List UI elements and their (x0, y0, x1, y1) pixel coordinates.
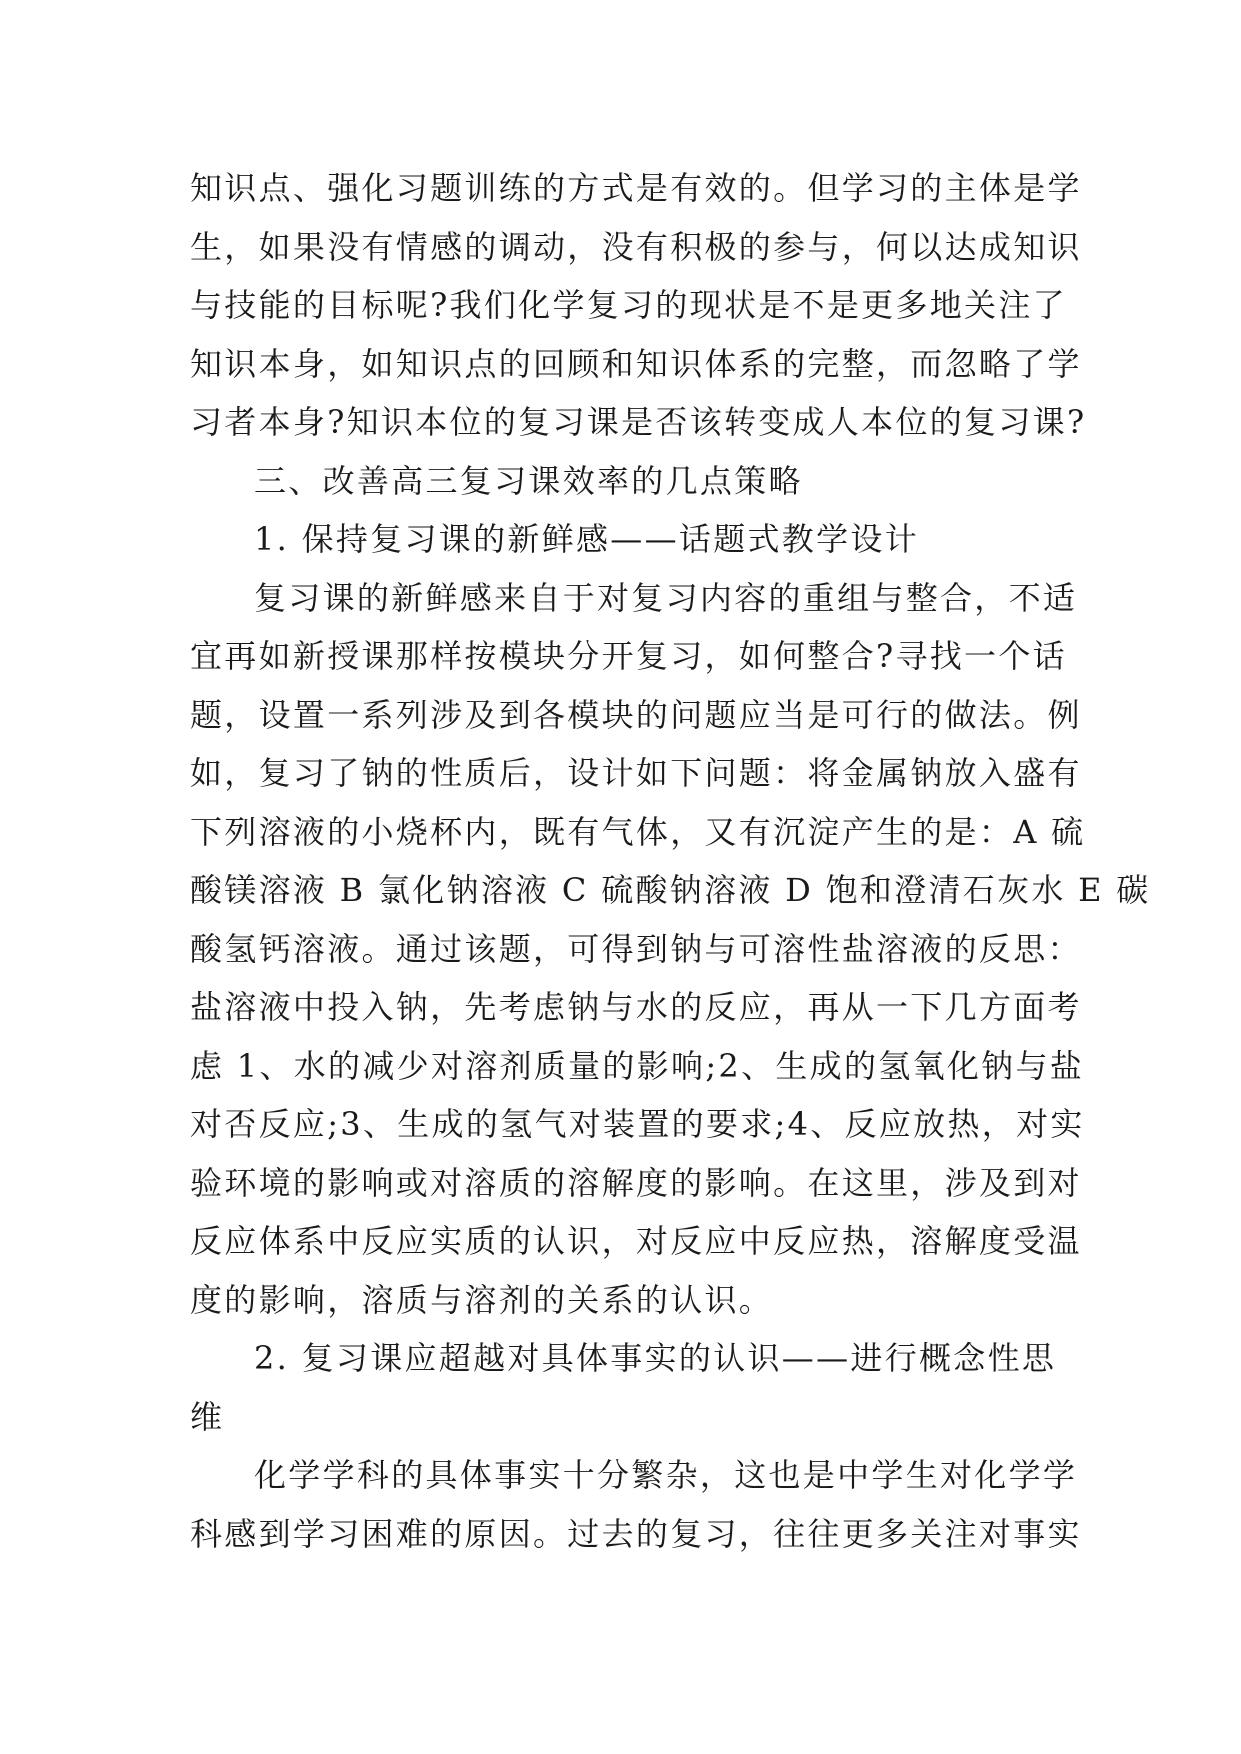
text-line: 科感到学习困难的原因。过去的复习，往往更多关注对事实 (190, 1514, 1082, 1553)
text-line: 题，设置一系列涉及到各模块的问题应当是可行的做法。例 (190, 695, 1082, 734)
body-text (190, 159, 1151, 1563)
text-line: 下列溶液的小烧杯内，既有气体，又有沉淀产生的是：A 硫 (190, 812, 1086, 851)
text-line: 反应体系中反应实质的认识，对反应中反应热，溶解度受温 (190, 1222, 1082, 1260)
text-line: 对否反应;3、生成的氢气对装置的要求;4、反应放热，对实 (190, 1105, 1085, 1143)
text-line: 维 (190, 1397, 225, 1436)
text-line: 复习课的新鲜感来自于对复习内容的重组与整合，不适 (254, 578, 1078, 617)
text-line: 如，复习了钠的性质后，设计如下问题：将金属钠放入盛有 (190, 754, 1082, 792)
text-line: 验环境的影响或对溶质的溶解度的影响。在这里，涉及到对 (190, 1163, 1082, 1202)
text-line: 习者本身?知识本位的复习课是否该转变成人本位的复习课? (190, 403, 1087, 441)
text-line: 知识本身，如知识点的回顾和知识体系的完整，而忽略了学 (190, 344, 1082, 383)
text-line: 酸氢钙溶液。通过该题，可得到钠与可溶性盐溶液的反思： (190, 929, 1082, 968)
text-line: 度的影响，溶质与溶剂的关系的认识。 (190, 1280, 774, 1319)
text-line: 盐溶液中投入钠，先考虑钠与水的反应，再从一下几方面考 (190, 988, 1082, 1026)
text-line: 三、改善高三复习课效率的几点策略 (254, 461, 803, 500)
text-line: 2. 复习课应超越对具体事实的认识——进行概念性思 (254, 1339, 1057, 1377)
text-line: 生，如果没有情感的调动，没有积极的参与，何以达成知识 (190, 227, 1082, 266)
text-line: 酸镁溶液 B 氯化钠溶液 C 硫酸钠溶液 D 饱和澄清石灰水 E 碳 (190, 871, 1151, 909)
text-line: 虑 1、水的减少对溶剂质量的影响;2、生成的氢氧化钠与盐 (190, 1046, 1085, 1085)
text-line: 化学学科的具体事实十分繁杂，这也是中学生对化学学 (254, 1456, 1078, 1494)
text-line: 知识点、强化习题训练的方式是有效的。但学习的主体是学 (190, 169, 1082, 207)
text-line: 1. 保持复习课的新鲜感——话题式教学设计 (254, 520, 920, 558)
text-line: 与技能的目标呢?我们化学复习的现状是不是更多地关注了 (190, 286, 1067, 324)
text-line: 宜再如新授课那样按模块分开复习，如何整合?寻找一个话 (190, 637, 1067, 675)
